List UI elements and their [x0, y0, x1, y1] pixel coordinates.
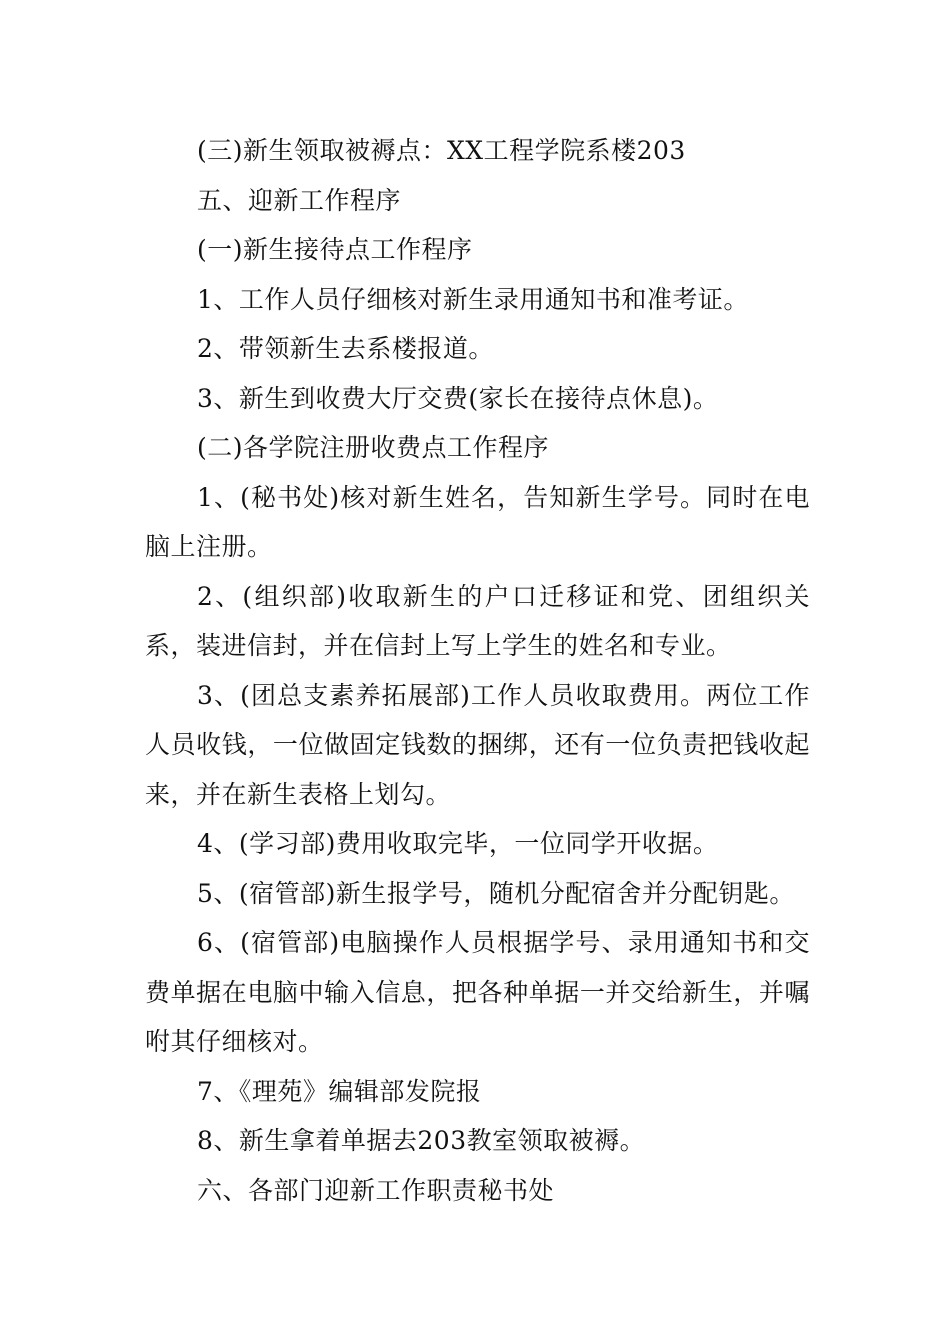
paragraph-step-2-guide: 2、带领新生去系楼报道。	[197, 334, 494, 363]
paragraph-registration-step-4: 4、(学习部)费用收取完毕，一位同学开收据。	[197, 829, 719, 858]
paragraph-registration-step-3: 3、(团总支素养拓展部)工作人员收取费用。两位工作人员收钱，一位做固定钱数的捆绑，还有一位负责把钱收起来，并在新生表格上划勾。	[145, 680, 810, 809]
paragraph-registration-step-5: 5、(宿管部)新生报学号，随机分配宿舍并分配钥匙。	[197, 878, 795, 908]
subheading-reception-procedure: (一)新生接待点工作程序	[197, 235, 473, 264]
paragraph-registration-step-6: 6、(宿管部)电脑操作人员根据学号、录用通知书和交费单据在电脑中输入信息，把各种单据一并交给新生，并嘱咐其仔细核对。	[145, 928, 810, 1056]
paragraph-registration-step-8: 8、新生拿着单据去203教室领取被褥。	[197, 1126, 646, 1155]
paragraph-registration-step-7: 7、《理苑》编辑部发院报	[197, 1076, 482, 1106]
paragraph-registration-step-1: 1、(秘书处)核对新生姓名，告知新生学号。同时在电脑上注册。	[145, 482, 810, 561]
paragraph-step-3-payment: 3、新生到收费大厅交费(家长在接待点休息)。	[197, 383, 719, 413]
paragraph-registration-step-2: 2、(组织部)收取新生的户口迁移证和党、团组织关系，装进信封，并在信封上写上学生的姓名和专业。	[145, 581, 810, 660]
document-body	[145, 126, 810, 1215]
paragraph-bedding-pickup-location: (三)新生领取被褥点：XX工程学院系楼203	[197, 136, 686, 165]
subheading-registration-procedure: (二)各学院注册收费点工作程序	[197, 433, 550, 462]
heading-welcome-procedure: 五、迎新工作程序	[197, 185, 402, 215]
paragraph-step-1-verify: 1、工作人员仔细核对新生录用通知书和准考证。	[197, 284, 749, 314]
heading-department-duties: 六、各部门迎新工作职责秘书处	[197, 1175, 555, 1205]
